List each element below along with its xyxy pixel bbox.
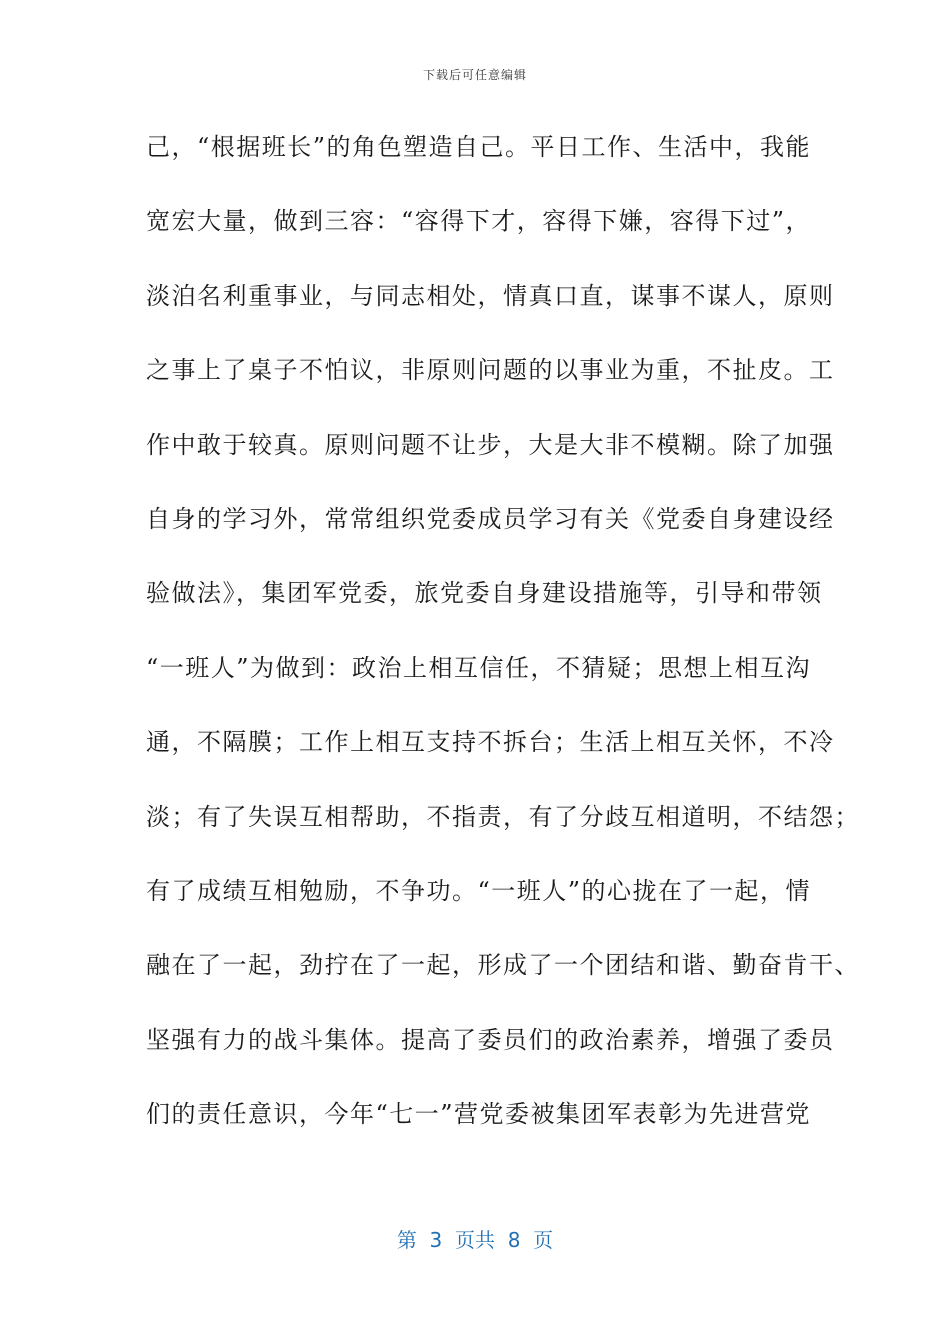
page-header: 下载后可任意编辑 xyxy=(422,68,527,82)
text-line: 作中敢于较真。原则问题不让步，大是大非不模糊。除了加强 xyxy=(146,430,835,459)
text-line: “一班人”为做到：政治上相互信任，不猜疑；思想上相互沟 xyxy=(146,653,812,682)
text-line: 自身的学习外，常常组织党委成员学习有关《党委自身建设经 xyxy=(146,504,835,533)
text-line: 验做法》，集团军党委，旅党委自身建设措施等，引导和带领 xyxy=(146,579,823,608)
text-line: 宽宏大量，做到三容：“容得下才，容得下嫌，容得下过”， xyxy=(146,207,812,236)
text-line: 们的责任意识，今年“七一”营党委被集团军表彰为先进营党 xyxy=(146,1100,812,1129)
text-line: 淡泊名利重事业，与同志相处，情真口直，谋事不谋人，原则 xyxy=(146,281,835,310)
text-line: 有了成绩互相勉励，不争功。“一班人”的心拢在了一起，情 xyxy=(146,876,812,905)
text-line: 之事上了桌子不怕议，非原则问题的以事业为重，不扯皮。工 xyxy=(146,356,835,385)
document-body xyxy=(146,123,860,1164)
page-number-footer: 第 3 页共 8 页 xyxy=(396,1228,554,1252)
text-line: 通，不隔膜；工作上相互支持不拆台；生活上相互关怀，不冷 xyxy=(146,728,835,757)
text-line: 坚强有力的战斗集体。提高了委员们的政治素养，增强了委员 xyxy=(146,1025,835,1054)
text-line: 己，“根据班长”的角色塑造自己。平日工作、生活中，我能 xyxy=(146,133,812,161)
text-line: 淡；有了失误互相帮助，不指责，有了分歧互相道明，不结怨； xyxy=(146,802,860,831)
text-line: 融在了一起，劲拧在了一起，形成了一个团结和谐、勤奋肯干、 xyxy=(146,951,860,980)
